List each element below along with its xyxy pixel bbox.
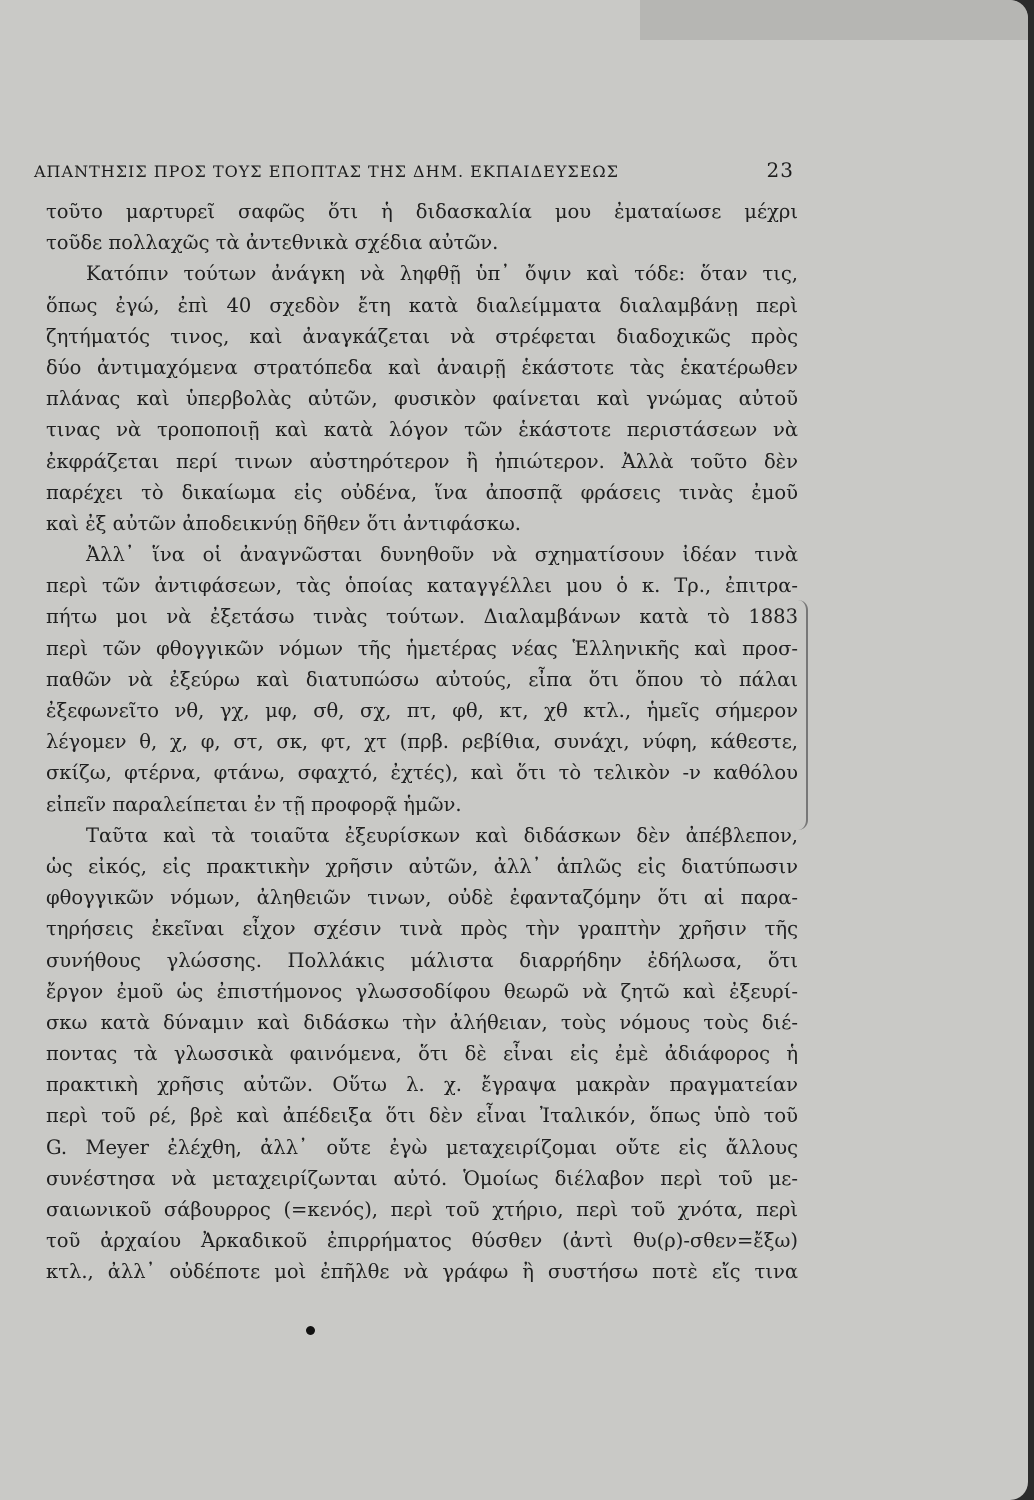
text-line: περὶ τῶν ἀντιφάσεων, τὰς ὁποίας καταγγέλλει μου ὁ κ. Τρ., ἐπιτρα- <box>46 574 798 598</box>
text-line: ζητήματός τινος, καὶ ἀναγκάζεται νὰ στρέφεται διαδοχικῶς πρὸς <box>46 324 798 348</box>
text-line: ἔργον ἐμοῦ ὡς ἐπιστήμονος γλωσσοδίφου θεωρῶ νὰ ζητῶ καὶ ἐξευρί- <box>46 979 798 1003</box>
text-line: εἰπεῖν παραλείπεται ἐν τῇ προφορᾷ ἡμῶν. <box>46 792 462 816</box>
text-line: παρέχει τὸ δικαίωμα εἰς οὐδένα, ἵνα ἀποσπᾷ φράσεις τινὰς ἐμοῦ <box>46 480 798 504</box>
text-line: πήτω μοι νὰ ἐξετάσω τινὰς τούτων. Διαλαμβάνων κατὰ τὸ 1883 <box>46 605 798 629</box>
text-line: συνέστησα νὰ μεταχειρίζωνται αὐτό. Ὁμοίως διέλαβον περὶ τοῦ με- <box>46 1166 798 1190</box>
ink-spot <box>306 1326 315 1335</box>
text-line: πρακτικὴ χρῆσις αὐτῶν. Οὕτω λ. χ. ἔγραψα μακρὰν πραγματείαν <box>46 1073 798 1097</box>
text-line: ὅπως ἐγώ, ἐπὶ 40 σχεδὸν ἔτη κατὰ διαλείμματα διαλαμβάνῃ περὶ <box>46 293 798 317</box>
text-line: κτλ., ἀλλ᾽ οὐδέποτε μοὶ ἐπῆλθε νὰ γράφω ἢ συστήσω ποτὲ εἴς τινα <box>46 1260 798 1284</box>
text-line: περὶ τοῦ ρέ, βρὲ καὶ ἀπέδειξα ὅτι δὲν εἶναι Ἰταλικόν, ὅπως ὑπὸ τοῦ <box>46 1104 798 1128</box>
text-line: G. Meyer ἐλέχθη, ἀλλ᾽ οὔτε ἐγὼ μεταχειρίζομαι οὔτε εἰς ἄλλους <box>46 1135 798 1159</box>
text-line: πλάνας καὶ ὑπερβολὰς αὐτῶν, φυσικὸν φαίνεται καὶ γνώμας αὐτοῦ <box>46 387 798 411</box>
text-line: τοῦδε πολλαχῶς τὰ ἀντεθνικὰ σχέδια αὐτῶν. <box>46 231 499 255</box>
text-line: τηρήσεις ἐκεῖναι εἶχον σχέσιν τινὰ πρὸς τὴν γραπτὴν χρῆσιν τῆς <box>46 917 798 941</box>
text-line: λέγομεν θ, χ, φ, στ, σκ, φτ, χτ (πρβ. ρεβίθια, συνάχι, νύφη, κάθεστε, <box>46 730 798 754</box>
text-line: τοῦ ἀρχαίου Ἀρκαδικοῦ ἐπιρρήματος θύσθεν (ἀντὶ θυ(ρ)-σθεν=ἔξω) <box>46 1229 798 1253</box>
text-line: καὶ ἐξ αὐτῶν ἀποδεικνύῃ δῆθεν ὅτι ἀντιφάσκω. <box>46 511 521 535</box>
page-number: 23 <box>766 158 794 182</box>
text-line: Ταῦτα καὶ τὰ τοιαῦτα ἐξευρίσκων καὶ διδάσκων δὲν ἀπέβλεπον, <box>86 823 798 847</box>
text-line: ἐξεφωνεῖτο νθ, γχ, μφ, σθ, σχ, πτ, φθ, κτ, χθ κτλ., ἡμεῖς σήμερον <box>46 699 798 722</box>
text-line: Κατόπιν τούτων ἀνάγκη νὰ ληφθῇ ὑπ᾽ ὄψιν καὶ τόδε: ὅταν τις, <box>86 262 798 286</box>
running-header <box>34 158 794 182</box>
text-line: ὡς εἰκός, εἰς πρακτικὴν χρῆσιν αὐτῶν, ἀλλ᾽ ἁπλῶς εἰς διατύπωσιν <box>46 854 798 878</box>
header-title: ΑΠΑΝΤΗΣΙΣ ΠΡΟΣ ΤΟΥΣ ΕΠΟΠΤΑΣ ΤΗΣ ΔΗΜ. ΕΚΠΑΙΔΕΥΣΕΩΣ <box>34 162 619 181</box>
text-line: τοῦτο μαρτυρεῖ σαφῶς ὅτι ἡ διδασκαλία μου ἐματαίωσε μέχρι <box>46 200 798 223</box>
text-line: φθογγικῶν νόμων, ἀληθειῶν τινων, οὐδὲ ἐφανταζόμην ὅτι αἱ παρα- <box>46 886 798 910</box>
text-line: ποντας τὰ γλωσσικὰ φαινόμενα, ὅτι δὲ εἶναι εἰς ἐμὲ ἀδιάφορος ἡ <box>46 1042 798 1066</box>
text-line: δύο ἀντιμαχόμενα στρατόπεδα καὶ ἀναιρῇ ἑκάστοτε τὰς ἑκατέρωθεν <box>46 355 798 379</box>
text-line: σαιωνικοῦ σάβουρρος (=κενός), περὶ τοῦ χτήριο, περὶ τοῦ χνότα, περὶ <box>46 1198 798 1221</box>
text-line: Ἀλλ᾽ ἵνα οἱ ἀναγνῶσται δυνηθοῦν νὰ σχηματίσουν ἰδέαν τινὰ <box>86 543 798 567</box>
text-line: παθῶν νὰ ἐξεύρω καὶ διατυπώσω αὐτούς, εἶπα ὅτι ὅπου τὸ πάλαι <box>46 667 798 691</box>
text-line: συνήθους γλώσσης. Πολλάκις μάλιστα διαρρήδην ἐδήλωσα, ὅτι <box>46 948 798 972</box>
text-line: περὶ τῶν φθογγικῶν νόμων τῆς ἡμετέρας νέας Ἑλληνικῆς καὶ προσ- <box>46 636 798 660</box>
margin-bracket-mark <box>792 600 808 830</box>
page-edge-strip <box>640 0 1028 40</box>
body-text <box>46 196 798 1288</box>
text-line: τινας νὰ τροποποιῇ καὶ κατὰ λόγον τῶν ἑκάστοτε περιστάσεων νὰ <box>46 418 798 442</box>
text-line: σκίζω, φτέρνα, φτάνω, σφαχτό, ἐχτές), καὶ ὅτι τὸ τελικὸν -ν καθόλου <box>46 761 798 785</box>
text-line: ἐκφράζεται περί τινων αὐστηρότερον ἢ ἠπιώτερον. Ἀλλὰ τοῦτο δὲν <box>46 449 798 473</box>
text-line: σκω κατὰ δύναμιν καὶ διδάσκω τὴν ἀλήθειαν, τοὺς νόμους τοὺς διέ- <box>46 1010 798 1034</box>
